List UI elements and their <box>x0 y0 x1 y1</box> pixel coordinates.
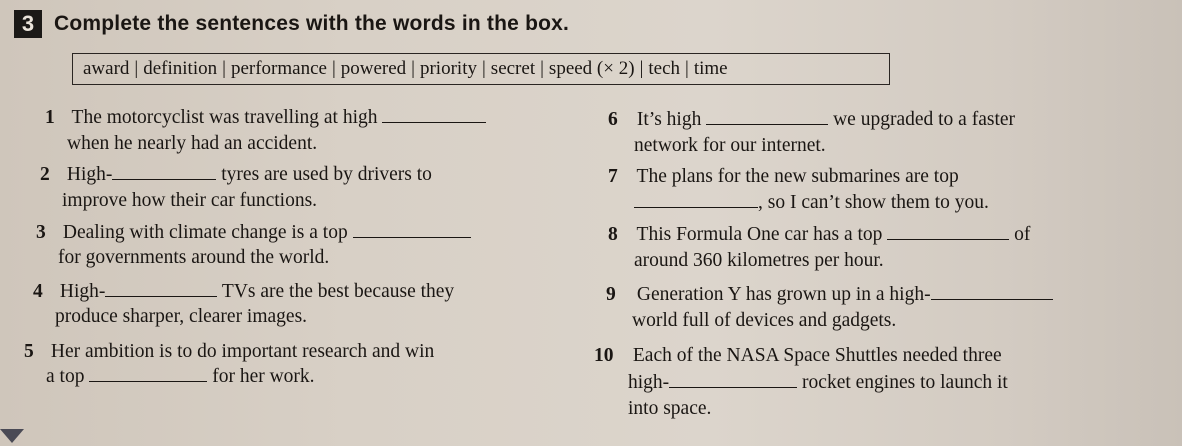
question-10-line-3 <box>628 396 711 422</box>
question-text: high- <box>628 372 670 393</box>
question-8 <box>608 222 1030 248</box>
question-5-line-2 <box>46 364 315 390</box>
question-text: rocket engines to launch it <box>802 372 1008 393</box>
question-7 <box>608 164 959 190</box>
word-performance: performance <box>230 58 327 79</box>
question-number: 9 <box>606 284 616 305</box>
question-text: a top <box>46 366 85 387</box>
word-separator: | <box>481 58 486 79</box>
word-award: award <box>83 58 130 79</box>
answer-blank[interactable] <box>931 283 1053 300</box>
word-speed: speed (× 2) <box>548 58 635 79</box>
question-text: The plans for the new submarines are top <box>636 166 959 187</box>
question-text: of <box>1014 224 1031 245</box>
question-text: improve how their car functions. <box>62 190 318 211</box>
answer-blank[interactable] <box>353 221 471 238</box>
answer-blank[interactable] <box>669 371 797 388</box>
question-text: for governments around the world. <box>58 247 330 268</box>
answer-blank[interactable] <box>706 108 828 125</box>
word-secret: secret <box>490 58 536 79</box>
question-6 <box>608 107 1015 133</box>
question-text: for her work. <box>212 366 315 387</box>
question-10-line-2 <box>628 370 1008 396</box>
question-number: 4 <box>33 281 43 302</box>
word-separator: | <box>639 58 644 79</box>
question-text: This Formula One car has a top <box>636 224 883 245</box>
word-box <box>72 53 890 85</box>
question-text: TVs are the best because they <box>221 281 455 302</box>
question-2-line-2 <box>62 188 317 214</box>
question-4 <box>33 279 454 305</box>
word-separator: | <box>331 58 336 79</box>
word-tech: tech <box>648 58 681 79</box>
down-triangle-icon <box>0 429 24 443</box>
question-text: world full of devices and gadgets. <box>632 310 897 331</box>
word-separator: | <box>540 58 544 79</box>
question-text: Each of the NASA Space Shuttles needed three <box>632 345 1002 366</box>
question-text: , so I can’t show them to you. <box>758 192 989 213</box>
question-text: Generation Y has grown up in a high- <box>636 284 931 305</box>
question-number: 8 <box>608 224 618 245</box>
question-number: 10 <box>594 345 614 366</box>
answer-blank[interactable] <box>382 106 486 123</box>
question-9 <box>606 282 1053 308</box>
question-text: tyres are used by drivers to <box>221 164 432 185</box>
question-text: High- <box>59 281 106 302</box>
question-number: 3 <box>36 222 46 243</box>
question-2 <box>40 162 432 188</box>
question-text: around 360 kilometres per hour. <box>634 250 884 271</box>
question-10 <box>594 343 1002 369</box>
question-text: It’s high <box>636 109 702 130</box>
question-number: 1 <box>45 107 55 128</box>
question-8-line-2 <box>634 248 884 274</box>
question-text: when he nearly had an accident. <box>67 133 318 154</box>
question-text: into space. <box>628 398 712 419</box>
answer-blank[interactable] <box>887 223 1009 240</box>
word-time: time <box>693 58 728 79</box>
question-number: 2 <box>40 164 50 185</box>
question-3 <box>36 220 471 246</box>
question-number: 5 <box>24 341 34 362</box>
question-9-line-2 <box>632 308 896 334</box>
question-1 <box>45 105 486 131</box>
exercise-instruction: Complete the sentences with the words in the box. <box>54 12 570 35</box>
question-number: 6 <box>608 109 618 130</box>
exercise-number: 3 <box>14 10 42 38</box>
question-5 <box>24 339 434 365</box>
question-6-line-2 <box>634 133 826 159</box>
question-text: network for our internet. <box>634 135 826 156</box>
word-priority: priority <box>419 58 477 79</box>
question-1-line-2 <box>67 131 317 157</box>
question-text: The motorcyclist was travelling at high <box>71 107 378 128</box>
question-text: produce sharper, clearer images. <box>55 306 308 327</box>
question-number: 7 <box>608 166 618 187</box>
word-definition: definition <box>143 58 218 79</box>
question-3-line-2 <box>58 245 329 271</box>
answer-blank[interactable] <box>89 365 207 382</box>
question-4-line-2 <box>55 304 307 330</box>
word-separator: | <box>685 58 689 79</box>
answer-blank[interactable] <box>105 280 217 297</box>
answer-blank[interactable] <box>634 191 758 208</box>
question-text: Dealing with climate change is a top <box>62 222 348 243</box>
question-text: we upgraded to a faster <box>833 109 1016 130</box>
question-7-line-2 <box>634 190 989 216</box>
word-separator: | <box>411 58 415 79</box>
question-text: High- <box>66 164 113 185</box>
exercise-header <box>14 10 569 38</box>
question-text: Her ambition is to do important research and win <box>50 341 435 362</box>
answer-blank[interactable] <box>112 163 216 180</box>
word-powered: powered <box>340 58 407 79</box>
word-separator: | <box>222 58 226 79</box>
word-separator: | <box>134 58 139 79</box>
